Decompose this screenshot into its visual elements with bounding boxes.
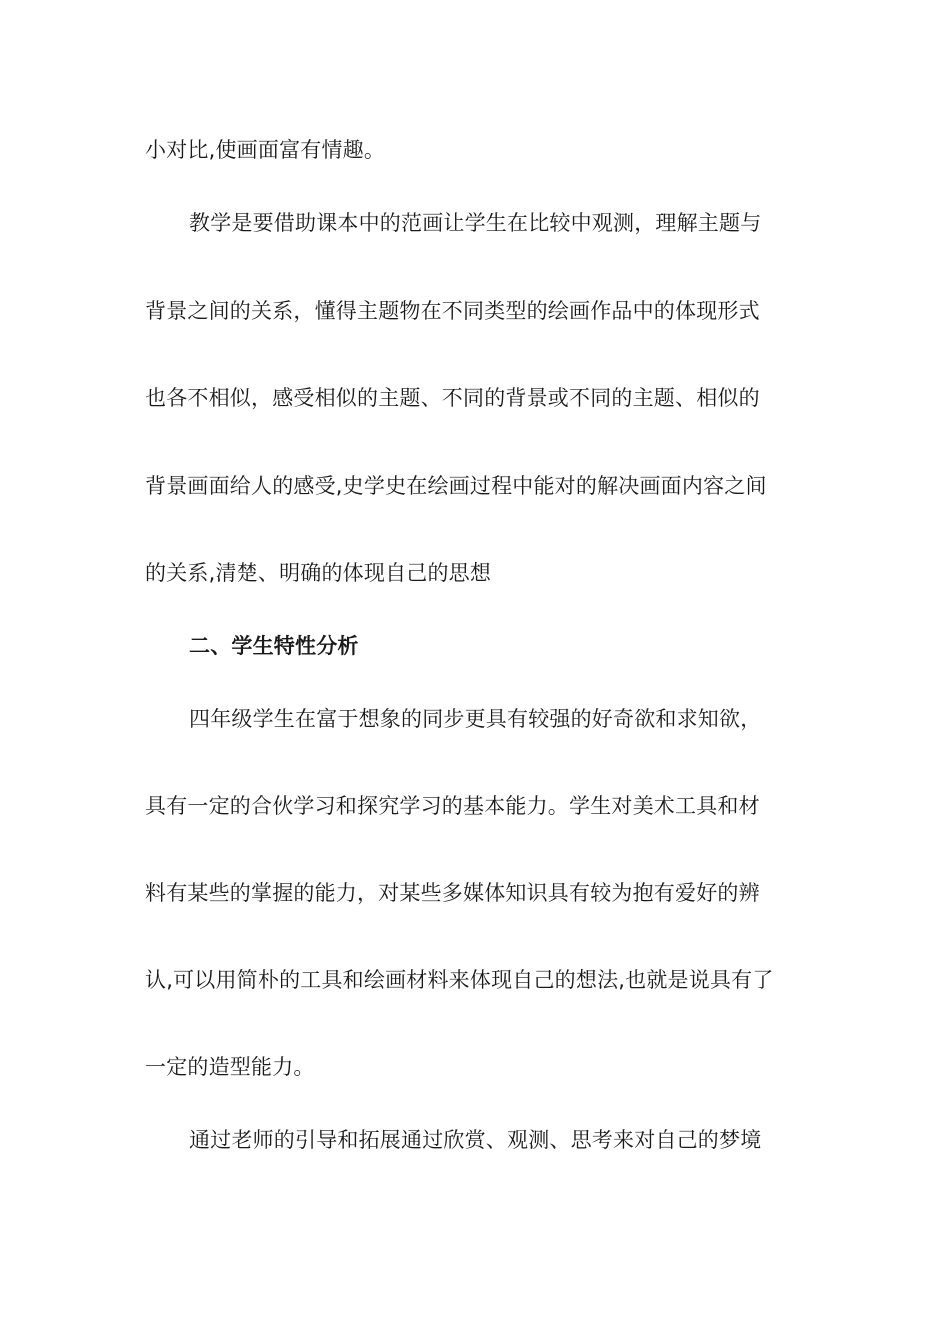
paragraph-line: 通过老师的引导和拓展通过欣赏、观测、思考来对自己的梦境 [189, 1128, 762, 1152]
paragraph-line: 小对比,使画面富有情趣。 [145, 138, 386, 162]
paragraph-line: 背景之间的关系，懂得主题物在不同类型的绘画作品中的体现形式 [145, 299, 760, 323]
paragraph-line: 具有一定的合伙学习和探究学习的基本能力。学生对美术工具和材 [145, 794, 760, 818]
paragraph-line: 一定的造型能力。 [145, 1055, 315, 1079]
paragraph-line: 教学是要借助课本中的范画让学生在比较中观测，理解主题与 [189, 211, 762, 235]
paragraph-line: 四年级学生在富于想象的同步更具有较强的好奇欲和求知欲， [189, 707, 762, 731]
paragraph-line: 也各不相似，感受相似的主题、不同的背景或不同的主题、相似的 [145, 386, 760, 410]
paragraph-line: 料有某些的掌握的能力，对某些多媒体知识具有较为抱有爱好的辨 [145, 881, 760, 905]
section-heading: 二、学生特性分析 [189, 634, 359, 658]
paragraph-line: 背景画面给人的感受,史学史在绘画过程中能对的解决画面内容之间 [145, 474, 767, 498]
paragraph-line: 的关系,清楚、明确的体现自己的思想 [145, 561, 492, 585]
paragraph-line: 认,可以用简朴的工具和绘画材料来体现自己的想法,也就是说具有了 [145, 968, 774, 992]
